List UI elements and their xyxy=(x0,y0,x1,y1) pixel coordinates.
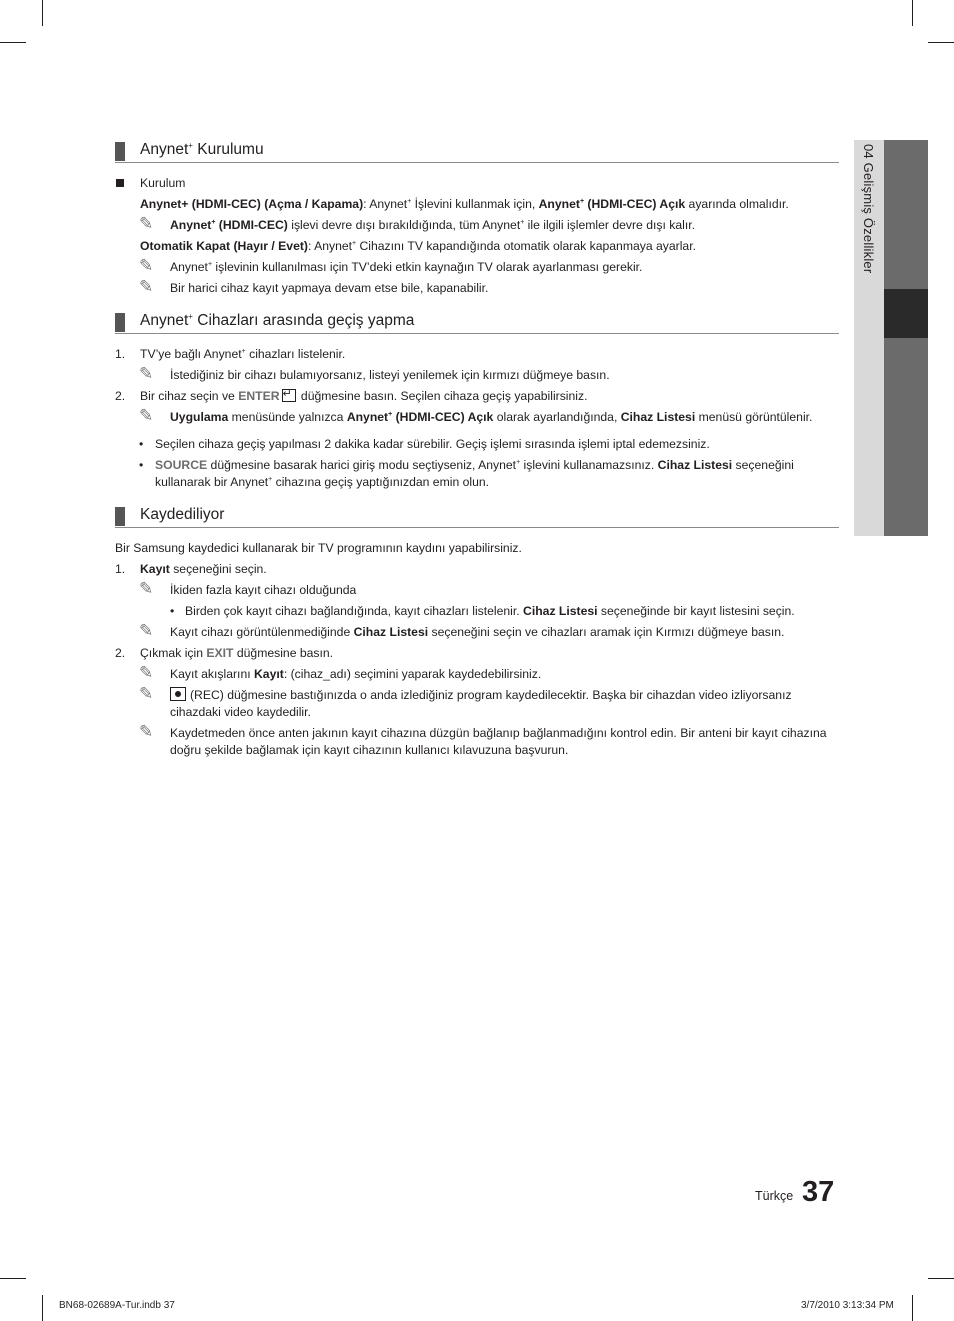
bullet-item: • SOURCE düğmesine basarak harici giriş modu seçtiyseniz, Anynet+ işlevini kullanamazsınız. Cihaz Listesi seçeneğini kullanarak bir Anynet+ cihazına geçiş yaptığınızdan emin olun. xyxy=(139,458,794,489)
step: 2. Çıkmak için EXIT düğmesine basın. xyxy=(115,646,334,660)
crop-mark xyxy=(912,1295,913,1321)
pencil-note-icon: ✎ xyxy=(139,277,154,296)
square-bullet-icon xyxy=(116,179,124,187)
pencil-note-icon: ✎ xyxy=(139,684,154,703)
section-title: Anynet+ Kurulumu xyxy=(140,141,264,158)
footer-language: Türkçe xyxy=(755,1189,794,1203)
section-marker xyxy=(115,142,125,161)
pencil-note-icon: ✎ xyxy=(139,621,154,640)
pencil-note-icon: ✎ xyxy=(139,406,154,425)
chapter-tab-label: 04 Gelişmiş Özellikler xyxy=(861,144,876,274)
pencil-note-icon: ✎ xyxy=(139,256,154,275)
note: ✎ İkiden fazla kayıt cihazı olduğunda xyxy=(139,579,357,598)
note: ✎ Kayıt akışlarını Kayıt: (cihaz_adı) seçimini yaparak kaydedebilirsiniz. xyxy=(139,663,542,682)
step: 1. TV’ye bağlı Anynet+ cihazları listelenir. xyxy=(115,347,346,361)
print-slug-date: 3/7/2010 3:13:34 PM xyxy=(801,1300,894,1311)
bullet-dot-icon: • xyxy=(139,437,144,451)
bullet-dot-icon: • xyxy=(170,604,175,618)
note: ✎ Anynet+ işlevinin kullanılması için TV’deki etkin kaynağın TV olarak ayarlanması gerekir. xyxy=(139,256,643,275)
item-label: Kurulum xyxy=(140,176,186,190)
note: ✎ Uygulama menüsünde yalnızca Anynet+ (HDMI-CEC) Açık olarak ayarlandığında, Cihaz Listesi menüsü görüntülenir. xyxy=(139,406,813,425)
list-item xyxy=(115,175,839,192)
crop-mark xyxy=(928,1278,954,1279)
pencil-note-icon: ✎ xyxy=(139,663,154,682)
section-header-recording xyxy=(115,505,839,528)
pencil-note-icon: ✎ xyxy=(139,214,154,233)
crop-mark xyxy=(0,42,26,43)
note: ✎ Kaydetmeden önce anten jakının kayıt cihazına düzgün bağlanıp bağlanmadığını kontrol edin. Bir anteni bir kayıt cihazına doğru şekilde bağlamak için kayıt cihazının kullanıcı kılavuzuna başvurun. xyxy=(139,722,827,757)
section-marker xyxy=(115,507,125,526)
crop-mark xyxy=(0,1278,26,1279)
section-header-anynet-setup xyxy=(115,140,839,163)
note: ✎ Bir harici cihaz kayıt yapmaya devam etse bile, kapanabilir. xyxy=(139,277,489,296)
enter-key-icon xyxy=(282,389,296,402)
bullet-item: • Seçilen cihaza geçiş yapılması 2 dakika kadar sürebilir. Geçiş işlemi sırasında işlemi iptal edemezsiniz. xyxy=(139,437,710,451)
step: 1. Kayıt seçeneğini seçin. xyxy=(115,562,267,576)
step: 2. Bir cihaz seçin ve ENTER↵ düğmesine basın. Seçilen cihaza geçiş yapabilirsiniz. xyxy=(115,388,839,405)
crop-mark xyxy=(928,42,954,43)
section-marker xyxy=(115,313,125,332)
chapter-tab xyxy=(854,140,928,536)
rec-button-icon xyxy=(170,687,186,701)
setting-line: Anynet+ (HDMI-CEC) (Açma / Kapama): Anynet+ İşlevini kullanmak için, Anynet+ (HDMI-CEC) Açık ayarında olmalıdır. xyxy=(140,197,789,211)
crop-mark xyxy=(42,1295,43,1321)
page-content xyxy=(115,140,839,763)
note: ✎ Kayıt cihazı görüntülenmediğinde Cihaz Listesi seçeneğini seçin ve cihazları aramak için Kırmızı düğmeye basın. xyxy=(139,621,785,640)
note: ✎ (REC) düğmesine bastığınızda o anda izlediğiniz program kaydedilecektir. Başka bir cihazdan video izliyorsanız cihazdaki video kaydedilir. xyxy=(139,684,792,719)
chapter-tab-strip xyxy=(884,140,928,536)
bullet-dot-icon: • xyxy=(139,458,144,472)
crop-mark xyxy=(912,0,913,26)
page-number: 37 xyxy=(802,1176,835,1208)
setting-line: Otomatik Kapat (Hayır / Evet): Anynet+ Cihazını TV kapandığında otomatik olarak kapanmaya ayarlar. xyxy=(140,239,696,253)
print-slug-file: BN68-02689A-Tur.indb 37 xyxy=(59,1300,175,1311)
section-title: Anynet+ Cihazları arasında geçiş yapma xyxy=(140,312,415,329)
bullet-item: • Birden çok kayıt cihazı bağlandığında, kayıt cihazları listelenir. Cihaz Listesi seçeneğinde bir kayıt listesini seçin. xyxy=(170,604,795,618)
section-title: Kaydediliyor xyxy=(140,506,225,523)
chapter-tab-active xyxy=(884,289,928,338)
pencil-note-icon: ✎ xyxy=(139,579,154,598)
pencil-note-icon: ✎ xyxy=(139,364,154,383)
note: ✎ İstediğiniz bir cihazı bulamıyorsanız, listeyi yenilemek için kırmızı düğmeye basın. xyxy=(139,364,610,383)
note: ✎ Anynet+ (HDMI-CEC) işlevi devre dışı bırakıldığında, tüm Anynet+ ile ilgili işlemler devre dışı kalır. xyxy=(139,214,695,233)
crop-mark xyxy=(42,0,43,26)
pencil-note-icon: ✎ xyxy=(139,722,154,741)
section-header-device-switch xyxy=(115,311,839,334)
intro-text: Bir Samsung kaydedici kullanarak bir TV programının kaydını yapabilirsiniz. xyxy=(115,541,522,555)
